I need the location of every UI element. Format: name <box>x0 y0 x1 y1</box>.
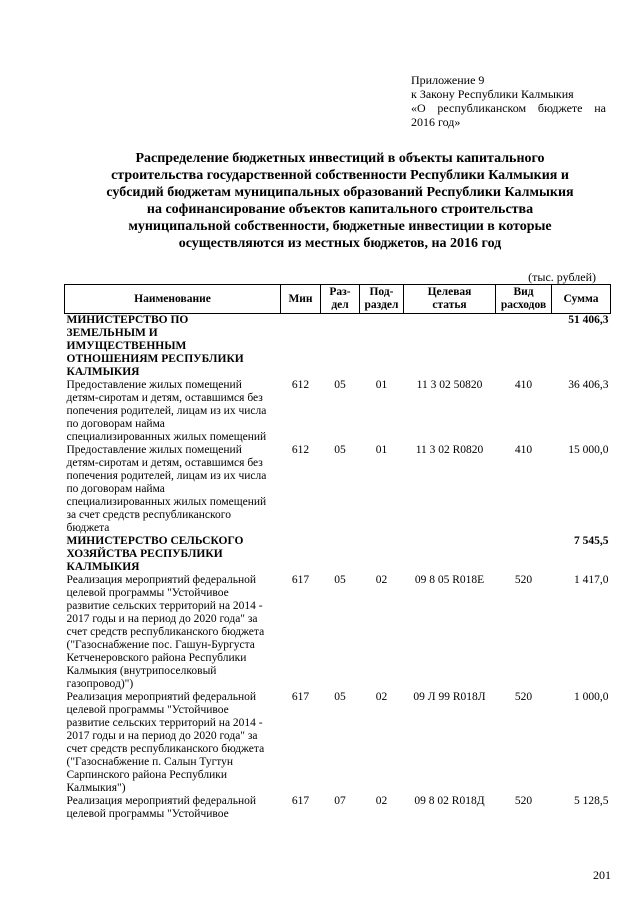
cell-podrazdel: 02 <box>375 574 388 586</box>
appendix-line-4: 2016 год» <box>411 115 461 129</box>
cell-min: 617 <box>291 691 310 703</box>
appendix-line-1: Приложение 9 <box>411 73 485 87</box>
cell-sum: 1 417,0 <box>574 574 609 586</box>
name-line: ИМУЩЕСТВЕННЫМ <box>66 340 187 352</box>
name-line: Сарпинского района Республики <box>66 769 227 781</box>
name-line: специализированных жилых помещений <box>66 496 267 508</box>
cell-target: 11 3 02 50820 <box>416 379 483 391</box>
budget-table <box>64 284 611 821</box>
name-line: ЗЕМЕЛЬНЫМ И <box>66 327 158 339</box>
cell-name <box>65 379 281 444</box>
cell-podrazdel: 01 <box>375 379 388 391</box>
page-number: 201 <box>593 868 611 882</box>
header-min: Мин <box>281 285 321 314</box>
cell-min: 612 <box>291 444 310 456</box>
appendix-word: республиканском <box>437 101 527 115</box>
name-line: 2017 годы и на период до 2020 года" за <box>66 613 258 625</box>
name-line: счет средств республиканского бюджета <box>66 743 265 755</box>
name-line: попечения родителей, лицам из их числа <box>66 405 267 417</box>
cell-name <box>65 314 281 380</box>
name-line: по договорам найма <box>66 418 165 430</box>
cell-name <box>65 574 281 691</box>
cell-razdel: 05 <box>334 574 346 586</box>
name-line: целевой программы "Устойчивое <box>66 704 229 716</box>
name-line: Предоставление жилых помещений <box>66 444 242 456</box>
name-line: ХОЗЯЙСТВА РЕСПУБЛИКИ <box>66 548 223 560</box>
header-target: Целевая статья <box>404 285 496 314</box>
name-line: Кетченеровского района Республики <box>66 652 247 664</box>
appendix-word: бюджете <box>537 101 583 115</box>
cell-razdel: 05 <box>334 379 346 391</box>
cell-min: 612 <box>291 379 310 391</box>
header-vid: Вид расходов <box>496 285 552 314</box>
cell-min: 617 <box>291 574 310 586</box>
cell-vid: 410 <box>514 379 533 391</box>
title-line-6: осуществляются из местных бюджетов, на 2016 год <box>178 236 502 251</box>
name-line: развитие сельских территорий на 2014 - <box>66 717 263 729</box>
name-line: целевой программы "Устойчивое <box>66 808 229 820</box>
cell-razdel <box>321 314 360 380</box>
cell-vid <box>496 535 552 574</box>
cell-vid: 520 <box>514 691 533 703</box>
table-row <box>65 574 611 691</box>
table-header-row <box>65 285 611 314</box>
cell-vid: 410 <box>514 444 533 456</box>
name-line: Реализация мероприятий федеральной <box>66 574 257 586</box>
name-line: Калмыкия") <box>66 782 126 794</box>
cell-vid: 520 <box>514 795 533 807</box>
cell-name <box>65 691 281 795</box>
cell-name <box>65 795 281 821</box>
name-line: детям-сиротам и детям, оставшимся без <box>66 392 263 404</box>
name-line: по договорам найма <box>66 483 165 495</box>
cell-min <box>281 314 321 380</box>
cell-sum: 7 545,5 <box>574 535 609 547</box>
table-row <box>65 444 611 535</box>
name-line: бюджета <box>66 522 110 534</box>
title-line-2: строительства государственной собственности Республики Калмыкия и <box>111 168 569 183</box>
name-line: счет средств республиканского бюджета <box>66 626 265 638</box>
cell-vid <box>496 314 552 380</box>
table-row <box>65 379 611 444</box>
cell-sum: 51 406,3 <box>568 314 609 326</box>
units-note: (тыс. рублей) <box>528 270 596 284</box>
title-line-1: Распределение бюджетных инвестиций в объекты капитального <box>135 151 545 166</box>
table-row <box>65 795 611 821</box>
document-title <box>70 150 610 252</box>
name-line: МИНИСТЕРСТВО ПО <box>66 314 189 326</box>
cell-razdel: 05 <box>334 691 346 703</box>
name-line: специализированных жилых помещений <box>66 431 267 443</box>
cell-target <box>404 314 496 380</box>
cell-podrazdel: 02 <box>375 795 388 807</box>
name-line: ("Газоснабжение пос. Гашун-Бургуста <box>66 639 255 651</box>
name-line: газопровод)") <box>66 678 134 690</box>
ministry-row <box>65 535 611 574</box>
cell-sum: 15 000,0 <box>568 444 609 456</box>
appendix-line-3 <box>411 101 606 115</box>
cell-name <box>65 535 281 574</box>
name-line: МИНИСТЕРСТВО СЕЛЬСКОГО <box>66 535 244 547</box>
title-line-5: муниципальной собственности, бюджетные инвестиции в которые <box>128 219 552 234</box>
name-line: ОТНОШЕНИЯМ РЕСПУБЛИКИ <box>66 353 244 365</box>
title-line-3: субсидий бюджетам муниципальных образований Республики Калмыкия <box>106 185 574 200</box>
cell-target: 11 3 02 R0820 <box>415 444 484 456</box>
name-line: развитие сельских территорий на 2014 - <box>66 600 263 612</box>
name-line: КАЛМЫКИЯ <box>66 561 140 573</box>
cell-razdel: 07 <box>334 795 346 807</box>
cell-min <box>281 535 321 574</box>
header-name: Наименование <box>65 285 281 314</box>
cell-target: 09 8 02 R018Д <box>414 795 485 807</box>
header-sum: Сумма <box>552 285 611 314</box>
cell-podrazdel <box>360 314 404 380</box>
title-line-4: на софинансирование объектов капитального строительства <box>146 202 534 217</box>
appendix-line-2: к Закону Республики Калмыкия <box>411 87 574 101</box>
name-line: Реализация мероприятий федеральной <box>66 691 257 703</box>
cell-razdel: 05 <box>334 444 346 456</box>
ministry-row <box>65 314 611 380</box>
table-body <box>65 314 611 822</box>
name-line: 2017 годы и на период до 2020 года" за <box>66 730 258 742</box>
cell-vid: 520 <box>514 574 533 586</box>
name-line: КАЛМЫКИЯ <box>66 366 140 378</box>
appendix-word: на <box>594 101 606 115</box>
cell-razdel <box>321 535 360 574</box>
header-razdel: Раз- дел <box>321 285 360 314</box>
cell-sum: 36 406,3 <box>568 379 609 391</box>
table-row <box>65 691 611 795</box>
name-line: детям-сиротам и детям, оставшимся без <box>66 457 263 469</box>
name-line: Реализация мероприятий федеральной <box>66 795 257 807</box>
cell-podrazdel: 02 <box>375 691 388 703</box>
cell-sum: 5 128,5 <box>574 795 609 807</box>
cell-podrazdel <box>360 535 404 574</box>
appendix-note <box>411 73 606 129</box>
cell-min: 617 <box>291 795 310 807</box>
cell-podrazdel: 01 <box>375 444 388 456</box>
cell-sum: 1 000,0 <box>574 691 609 703</box>
name-line: Предоставление жилых помещений <box>66 379 242 391</box>
name-line: Калмыкия (внутрипоселковый <box>66 665 217 677</box>
cell-name <box>65 444 281 535</box>
cell-target: 09 8 05 R018Е <box>414 574 485 586</box>
cell-target <box>404 535 496 574</box>
header-podrazdel: Под- раздел <box>360 285 404 314</box>
name-line: попечения родителей, лицам из их числа <box>66 470 267 482</box>
name-line: целевой программы "Устойчивое <box>66 587 229 599</box>
name-line: за счет средств республиканского <box>66 509 231 521</box>
cell-target: 09 Л 99 R018Л <box>413 691 486 703</box>
appendix-word: «О <box>411 101 426 115</box>
name-line: ("Газоснабжение п. Салын Тугтун <box>66 756 234 768</box>
